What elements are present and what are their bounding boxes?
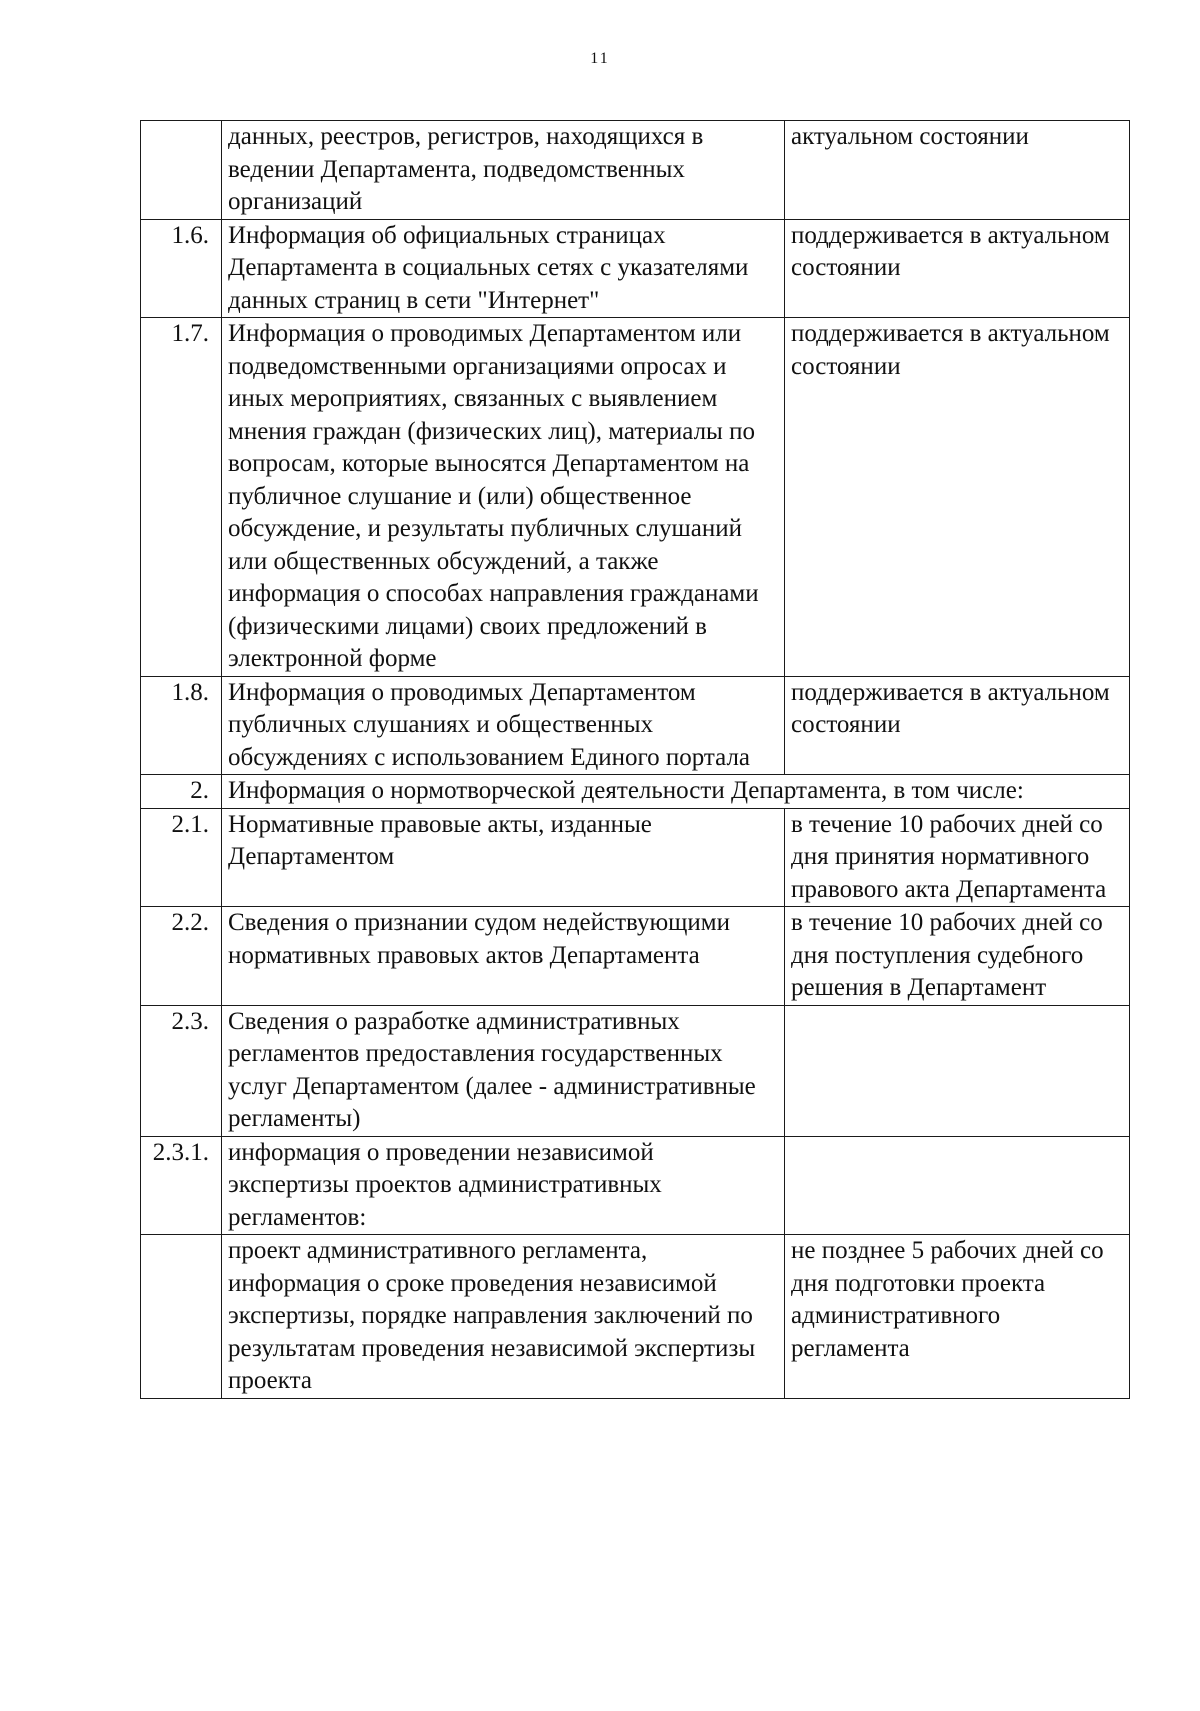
row-number — [141, 121, 222, 220]
table-row — [141, 676, 1130, 775]
table-row-section — [141, 775, 1130, 809]
row-term: актуальном состоянии — [785, 121, 1130, 220]
row-term — [785, 1136, 1130, 1235]
row-description: Сведения о признании судом недействующими нормативных правовых актов Департамента — [222, 907, 785, 1006]
table-row — [141, 318, 1130, 677]
row-number: 2.3.1. — [141, 1136, 222, 1235]
table-row — [141, 907, 1130, 1006]
table-row — [141, 1235, 1130, 1399]
row-description: данных, реестров, регистров, находящихся в ведении Департамента, подведомственных организаций — [222, 121, 785, 220]
row-term: поддерживается в актуальном состоянии — [785, 318, 1130, 677]
row-number: 1.6. — [141, 219, 222, 318]
row-number: 2.3. — [141, 1005, 222, 1136]
row-term: не позднее 5 рабочих дней со дня подготовки проекта административного регламента — [785, 1235, 1130, 1399]
row-term: поддерживается в актуальном состоянии — [785, 676, 1130, 775]
row-number: 1.7. — [141, 318, 222, 677]
row-description: информация о проведении независимой экспертизы проектов административных регламентов: — [222, 1136, 785, 1235]
row-description: Информация об официальных страницах Департамента в социальных сетях с указателями данных страниц в сети "Интернет" — [222, 219, 785, 318]
row-number: 2.2. — [141, 907, 222, 1006]
disclosure-table — [140, 120, 1130, 1399]
table-row — [141, 121, 1130, 220]
row-number: 2. — [141, 775, 222, 809]
row-description: проект административного регламента, информация о сроке проведения независимой экспертизы, порядке направления заключений по результатам проведения независимой экспертизы проекта — [222, 1235, 785, 1399]
row-term: в течение 10 рабочих дней со дня принятия нормативного правового акта Департамента — [785, 808, 1130, 907]
page-number: 11 — [590, 50, 610, 67]
row-term: в течение 10 рабочих дней со дня поступления судебного решения в Департамент — [785, 907, 1130, 1006]
table-row — [141, 1005, 1130, 1136]
row-description: Сведения о разработке административных регламентов предоставления государственных услуг Департаментом (далее - административные регламенты) — [222, 1005, 785, 1136]
row-description: Информация о проводимых Департаментом или подведомственными организациями опросах и иных мероприятиях, связанных с выявлением мнения граждан (физических лиц), материалы по вопросам, которые выносятся Департаментом на публичное слушание и (или) общественное обсуждение, и результаты публичных слушаний или общественных обсуждений, а также информация о способах направления гражданами (физическими лицами) своих предложений в электронной форме — [222, 318, 785, 677]
row-term: поддерживается в актуальном состоянии — [785, 219, 1130, 318]
row-term — [785, 1005, 1130, 1136]
table-row — [141, 1136, 1130, 1235]
table-row — [141, 808, 1130, 907]
table-row — [141, 219, 1130, 318]
row-description: Информация о проводимых Департаментом публичных слушаниях и общественных обсуждениях с использованием Единого портала — [222, 676, 785, 775]
row-description: Нормативные правовые акты, изданные Департаментом — [222, 808, 785, 907]
section-heading: Информация о нормотворческой деятельности Департамента, в том числе: — [222, 775, 1130, 809]
row-number: 2.1. — [141, 808, 222, 907]
row-number: 1.8. — [141, 676, 222, 775]
row-number — [141, 1235, 222, 1399]
